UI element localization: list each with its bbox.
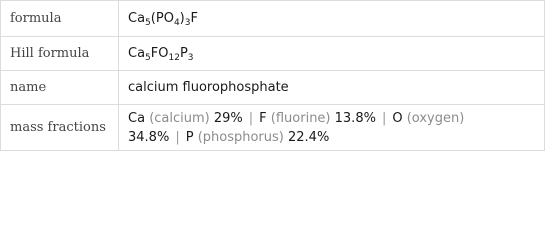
- mass-fractions-label: mass fractions: [1, 105, 119, 151]
- fraction-value-o: 34.8%: [128, 129, 170, 145]
- separator: |: [175, 129, 180, 145]
- separator: |: [248, 110, 254, 126]
- fraction-item-o: O (oxygen): [392, 110, 465, 126]
- fraction-item-f: F (fluorine) 13.8%: [259, 110, 376, 126]
- formula-label: formula: [1, 1, 119, 37]
- mass-fractions-value: [119, 105, 545, 151]
- formula-part: )$_3$: [179, 11, 191, 28]
- table-row: [1, 71, 545, 105]
- table-row: [1, 37, 545, 71]
- formula-value: [119, 1, 545, 37]
- name-label: name: [1, 71, 119, 105]
- separator: |: [381, 110, 387, 126]
- formula-part: ($PO_4$: [150, 11, 180, 28]
- fraction-item-ca: Ca (calcium) 29%: [128, 110, 243, 126]
- mass-fractions-line-1: [128, 109, 535, 128]
- hill-formula-label: Hill formula: [1, 37, 119, 71]
- formula-part: F: [190, 11, 198, 26]
- fraction-item-p: P (phosphorus) 22.4%: [185, 129, 330, 145]
- table-row: [1, 105, 545, 151]
- name-value: calcium fluorophosphate: [119, 71, 545, 105]
- table-row: [1, 1, 545, 37]
- hill-formula-value: [119, 37, 545, 71]
- formula-part: $P_3$: [179, 46, 194, 63]
- formula-part: $FO_{12}$: [150, 46, 180, 63]
- formula-part: $Ca_5$: [128, 11, 151, 28]
- mass-fractions-line-2: [128, 128, 535, 147]
- formula-part: $Ca_5$: [128, 46, 151, 63]
